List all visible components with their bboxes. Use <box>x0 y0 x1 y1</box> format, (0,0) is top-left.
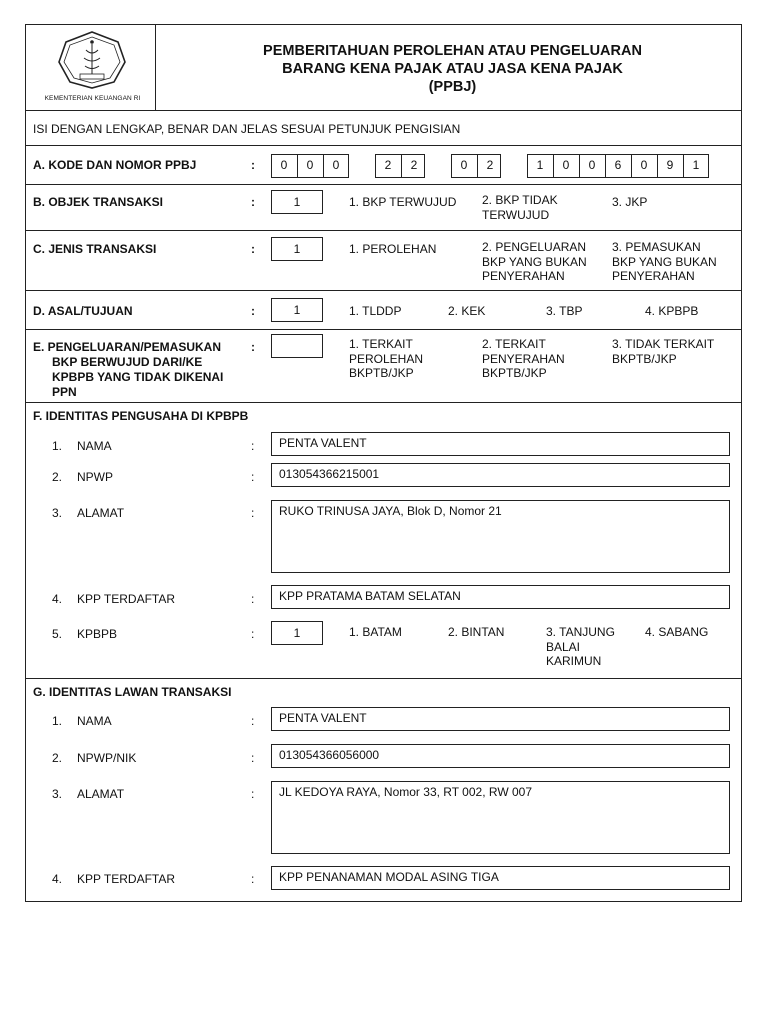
section-d-label: D. ASAL/TUJUAN <box>33 304 133 318</box>
header-divider <box>155 24 156 110</box>
code-digit: 0 <box>332 158 340 172</box>
option-line: 2. TERKAIT <box>482 337 546 351</box>
option-line: 3. PEMASUKAN <box>612 240 701 254</box>
colon: : <box>251 592 255 606</box>
pengusaha-nama-field[interactable]: PENTA VALENT <box>271 432 730 456</box>
kpbpb-field[interactable]: 1 <box>271 621 323 645</box>
colon: : <box>251 470 255 484</box>
code-digit: 0 <box>460 158 468 172</box>
label-line: PPN <box>52 385 77 399</box>
divider <box>25 145 742 146</box>
form-title-line2: BARANG KENA PAJAK ATAU JASA KENA PAJAK <box>282 61 623 77</box>
asal-tujuan-field[interactable]: 1 <box>271 298 323 322</box>
option-line: BKPTB/JKP <box>482 366 547 380</box>
option-tlddp: 1. TLDDP <box>349 304 402 318</box>
colon: : <box>251 872 255 886</box>
option-line: 2. BKP TIDAK <box>482 193 558 207</box>
option-line: BKPTB/JKP <box>612 351 677 366</box>
colon: : <box>251 304 255 318</box>
option-pengeluaran <box>482 240 587 284</box>
option-line: 1. TERKAIT <box>349 337 413 351</box>
code-digit: 0 <box>280 158 288 172</box>
option-line: BKPTB/JKP <box>349 366 414 380</box>
kpp-terdaftar-label: KPP TERDAFTAR <box>77 592 176 606</box>
row-number: 2. <box>52 751 63 765</box>
option-line: PENYERAHAN <box>482 269 565 283</box>
pengeluaran-pemasukan-field[interactable] <box>271 334 323 358</box>
colon: : <box>251 506 255 520</box>
alamat-label: ALAMAT <box>77 506 125 520</box>
pengusaha-alamat-field[interactable]: RUKO TRINUSA JAYA, Blok D, Nomor 21 <box>271 500 730 573</box>
option-kek: 2. KEK <box>448 304 486 318</box>
option-line: 3. TANJUNG <box>546 625 615 639</box>
divider <box>25 110 742 111</box>
divider <box>25 329 742 330</box>
number-digit: 0 <box>562 158 570 172</box>
row-number: 1. <box>52 439 63 453</box>
row-number: 2. <box>52 470 63 484</box>
option-jkp: 3. JKP <box>612 195 648 209</box>
option-batam: 1. BATAM <box>349 625 402 639</box>
colon: : <box>251 627 255 641</box>
option-perolehan: 1. PEROLEHAN <box>349 242 437 256</box>
lawan-nama-field[interactable]: PENTA VALENT <box>271 707 730 731</box>
form-title-line1: PEMBERITAHUAN PEROLEHAN ATAU PENGELUARAN <box>263 43 642 59</box>
section-b-label: B. OBJEK TRANSAKSI <box>33 195 164 209</box>
option-line: 2. PENGELUARAN <box>482 240 587 254</box>
colon: : <box>251 751 255 765</box>
row-number: 4. <box>52 872 63 886</box>
option-line: PEROLEHAN <box>349 351 424 366</box>
code-digit: 2 <box>486 158 494 172</box>
option-line: TERWUJUD <box>482 207 550 222</box>
option-line: BKP YANG BUKAN <box>612 254 717 269</box>
kpp-terdaftar-label: KPP TERDAFTAR <box>77 872 176 886</box>
option-tanjung-balai-karimun <box>546 625 615 669</box>
code-digit: 2 <box>384 158 392 172</box>
jenis-transaksi-field[interactable]: 1 <box>271 237 323 261</box>
option-pemasukan <box>612 240 717 284</box>
colon: : <box>251 787 255 801</box>
pengusaha-npwp-field[interactable]: 013054366215001 <box>271 463 730 487</box>
kpbpb-label: KPBPB <box>77 627 118 641</box>
objek-transaksi-field[interactable]: 1 <box>271 190 323 214</box>
instruction-text: ISI DENGAN LENGKAP, BENAR DAN JELAS SESUAI PETUNJUK PENGISIAN <box>33 122 461 136</box>
option-line: KARIMUN <box>546 654 602 668</box>
option-tbp: 3. TBP <box>546 304 583 318</box>
nama-label: NAMA <box>77 714 112 728</box>
number-digit: 1 <box>692 158 700 172</box>
option-terkait-perolehan <box>349 337 423 381</box>
pengusaha-kpp-field[interactable]: KPP PRATAMA BATAM SELATAN <box>271 585 730 609</box>
npwp-label: NPWP <box>77 470 113 484</box>
npwp-nik-label: NPWP/NIK <box>77 751 137 765</box>
section-e-label <box>33 340 223 400</box>
row-number: 3. <box>52 787 63 801</box>
divider <box>25 402 742 403</box>
label-line: KPBPB YANG TIDAK DIKENAI <box>52 370 224 384</box>
row-number: 3. <box>52 506 63 520</box>
colon: : <box>251 195 255 209</box>
number-digit: 0 <box>588 158 596 172</box>
ministry-emblem-icon <box>52 30 132 92</box>
option-line: PENYERAHAN <box>612 269 695 283</box>
option-terkait-penyerahan <box>482 337 565 381</box>
section-f-label: F. IDENTITAS PENGUSAHA DI KPBPB <box>33 409 249 423</box>
colon: : <box>251 714 255 728</box>
lawan-kpp-field[interactable]: KPP PENANAMAN MODAL ASING TIGA <box>271 866 730 890</box>
number-digit: 0 <box>640 158 648 172</box>
option-bintan: 2. BINTAN <box>448 625 505 639</box>
option-kpbpb: 4. KPBPB <box>645 304 699 318</box>
ministry-logo <box>52 30 132 92</box>
alamat-label: ALAMAT <box>77 787 125 801</box>
option-tidak-terkait <box>612 337 714 366</box>
colon: : <box>251 158 255 172</box>
lawan-npwp-field[interactable]: 013054366056000 <box>271 744 730 768</box>
divider <box>25 290 742 291</box>
option-bkp-tidak-terwujud <box>482 193 558 222</box>
section-g-label: G. IDENTITAS LAWAN TRANSAKSI <box>33 685 232 699</box>
number-digit: 1 <box>536 158 544 172</box>
option-line: BALAI <box>546 639 581 654</box>
number-digit: 6 <box>614 158 622 172</box>
option-sabang: 4. SABANG <box>645 625 709 639</box>
colon: : <box>251 439 255 453</box>
code-digit: 2 <box>410 158 418 172</box>
lawan-alamat-field[interactable]: JL KEDOYA RAYA, Nomor 33, RT 002, RW 007 <box>271 781 730 854</box>
option-line: 3. TIDAK TERKAIT <box>612 337 715 351</box>
label-line: E. PENGELUARAN/PEMASUKAN <box>33 340 222 354</box>
number-digit: 9 <box>666 158 674 172</box>
colon: : <box>251 242 255 256</box>
row-number: 4. <box>52 592 63 606</box>
form-title-line3: (PPBJ) <box>428 79 477 95</box>
agency-name: KEMENTERIAN KEUANGAN RI <box>44 95 141 102</box>
divider <box>25 678 742 679</box>
option-line: PENYERAHAN <box>482 351 565 366</box>
option-bkp-terwujud: 1. BKP TERWUJUD <box>349 195 457 209</box>
label-line: BKP BERWUJUD DARI/KE <box>52 355 203 369</box>
option-line: BKP YANG BUKAN <box>482 254 587 269</box>
code-digit: 0 <box>306 158 314 172</box>
row-number: 5. <box>52 627 63 641</box>
row-number: 1. <box>52 714 63 728</box>
nama-label: NAMA <box>77 439 112 453</box>
section-a-label: A. KODE DAN NOMOR PPBJ <box>33 158 197 172</box>
section-c-label: C. JENIS TRANSAKSI <box>33 242 157 256</box>
divider <box>25 184 742 185</box>
divider <box>25 230 742 231</box>
colon: : <box>251 340 255 354</box>
